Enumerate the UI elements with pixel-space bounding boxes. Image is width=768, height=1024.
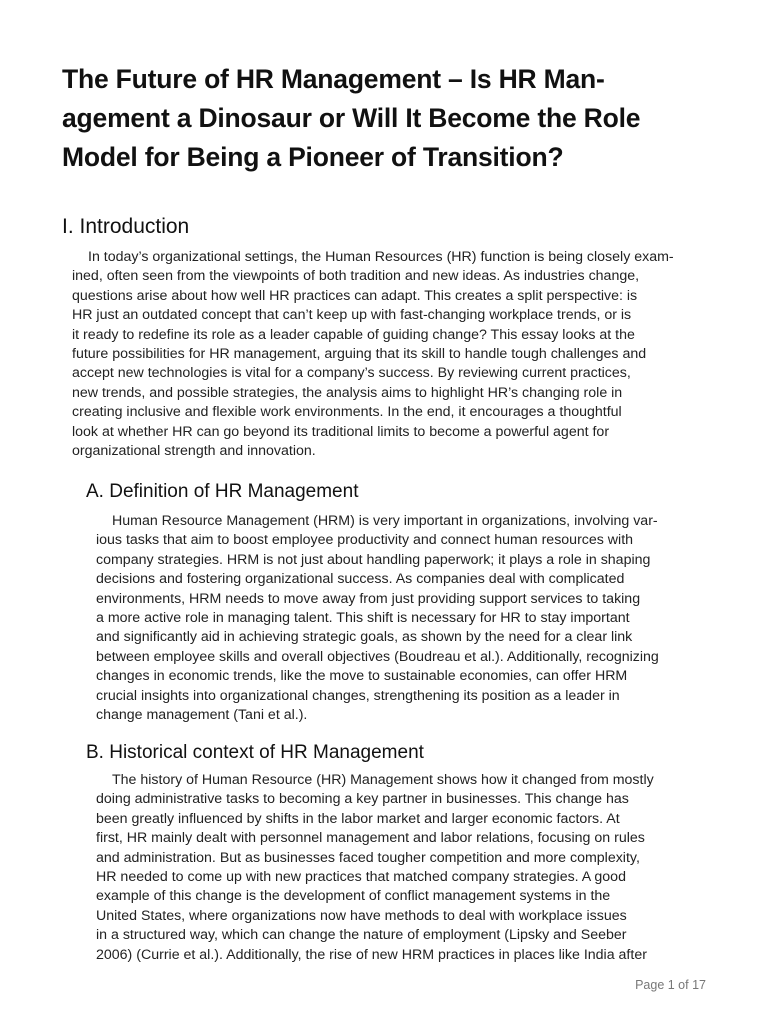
paragraph-line: creating inclusive and flexible work environments. In the end, it encourages a thoughtful bbox=[72, 404, 622, 421]
definition-heading: A. Definition of HR Management bbox=[86, 481, 359, 502]
paragraph-line: ious tasks that aim to boost employee productivity and connect human resources with bbox=[96, 532, 634, 549]
definition-paragraph bbox=[96, 512, 659, 725]
paragraph-line: United States, where organizations now have methods to deal with workplace issues bbox=[96, 907, 627, 924]
document-title bbox=[62, 60, 722, 177]
paragraph-line: it ready to redefine its role as a leader capable of guiding change? This essay looks at the bbox=[72, 326, 635, 343]
paragraph-line: new trends, and possible strategies, the analysis aims to highlight HR’s changing role in bbox=[72, 384, 623, 401]
title-line: agement a Dinosaur or Will It Become the Role bbox=[62, 103, 641, 133]
paragraph-line: The history of Human Resource (HR) Management shows how it changed from mostly bbox=[112, 772, 654, 788]
paragraph-line: accept new technologies is vital for a company’s success. By reviewing current practices, bbox=[72, 365, 631, 382]
paragraph-line: Human Resource Management (HRM) is very important in organizations, involving var- bbox=[112, 513, 658, 529]
paragraph-line: and significantly aid in achieving strategic goals, as shown by the need for a clear link bbox=[96, 629, 633, 646]
paragraph-line: organizational strength and innovation. bbox=[72, 443, 316, 460]
paragraph-line: HR just an outdated concept that can’t keep up with fast-changing workplace trends, or is bbox=[72, 307, 632, 324]
paragraph-line: company strategies. HRM is not just about handling paperwork; it plays a role in shaping bbox=[96, 551, 651, 568]
title-line: Model for Being a Pioneer of Transition? bbox=[62, 142, 564, 172]
paragraph-line: ined, often seen from the viewpoints of both tradition and new ideas. As industries change, bbox=[72, 268, 640, 285]
page-number: Page 1 of 17 bbox=[635, 978, 706, 992]
paragraph-line: been greatly influenced by shifts in the labor market and larger economic factors. At bbox=[96, 810, 620, 827]
paragraph-line: a more active role in managing talent. This shift is necessary for HR to stay important bbox=[96, 610, 630, 627]
paragraph-line: crucial insights into organizational changes, strengthening its position as a leader in bbox=[96, 687, 620, 704]
history-heading: B. Historical context of HR Management bbox=[86, 742, 424, 763]
introduction-paragraph bbox=[72, 248, 674, 461]
paragraph-line: In today’s organizational settings, the Human Resources (HR) function is being closely exam- bbox=[88, 249, 674, 265]
paragraph-line: first, HR mainly dealt with personnel management and labor relations, focusing on rules bbox=[96, 830, 645, 847]
paragraph-line: and administration. But as businesses faced tougher competition and more complexity, bbox=[96, 849, 640, 866]
paragraph-line: HR needed to come up with new practices that matched company strategies. A good bbox=[96, 869, 626, 886]
paragraph-line: in a structured way, which can change the nature of employment (Lipsky and Seeber bbox=[96, 927, 627, 944]
title-line: The Future of HR Management – Is HR Man- bbox=[62, 64, 605, 94]
introduction-heading: I. Introduction bbox=[62, 215, 190, 238]
paragraph-line: change management (Tani et al.). bbox=[96, 707, 308, 724]
paragraph-line: environments, HRM needs to move away from just providing support services to taking bbox=[96, 590, 641, 607]
paragraph-line: changes in economic trends, like the move to sustainable economies, can offer HRM bbox=[96, 668, 628, 685]
paragraph-line: doing administrative tasks to becoming a key partner in businesses. This change has bbox=[96, 791, 629, 808]
paragraph-line: 2006) (Currie et al.). Additionally, the rise of new HRM practices in places like India after bbox=[96, 946, 647, 963]
paragraph-line: decisions and fostering organizational success. As companies deal with complicated bbox=[96, 571, 625, 588]
paragraph-line: questions arise about how well HR practices can adapt. This creates a split perspective: is bbox=[72, 287, 638, 304]
paragraph-line: between employee skills and overall objectives (Boudreau et al.). Additionally, recognizing bbox=[96, 648, 659, 665]
paragraph-line: future possibilities for HR management, arguing that its skill to handle tough challenges and bbox=[72, 346, 647, 363]
paragraph-line: example of this change is the development of conflict management systems in the bbox=[96, 888, 611, 905]
paragraph-line: look at whether HR can go beyond its traditional limits to become a powerful agent for bbox=[72, 423, 610, 440]
history-paragraph bbox=[96, 771, 654, 965]
